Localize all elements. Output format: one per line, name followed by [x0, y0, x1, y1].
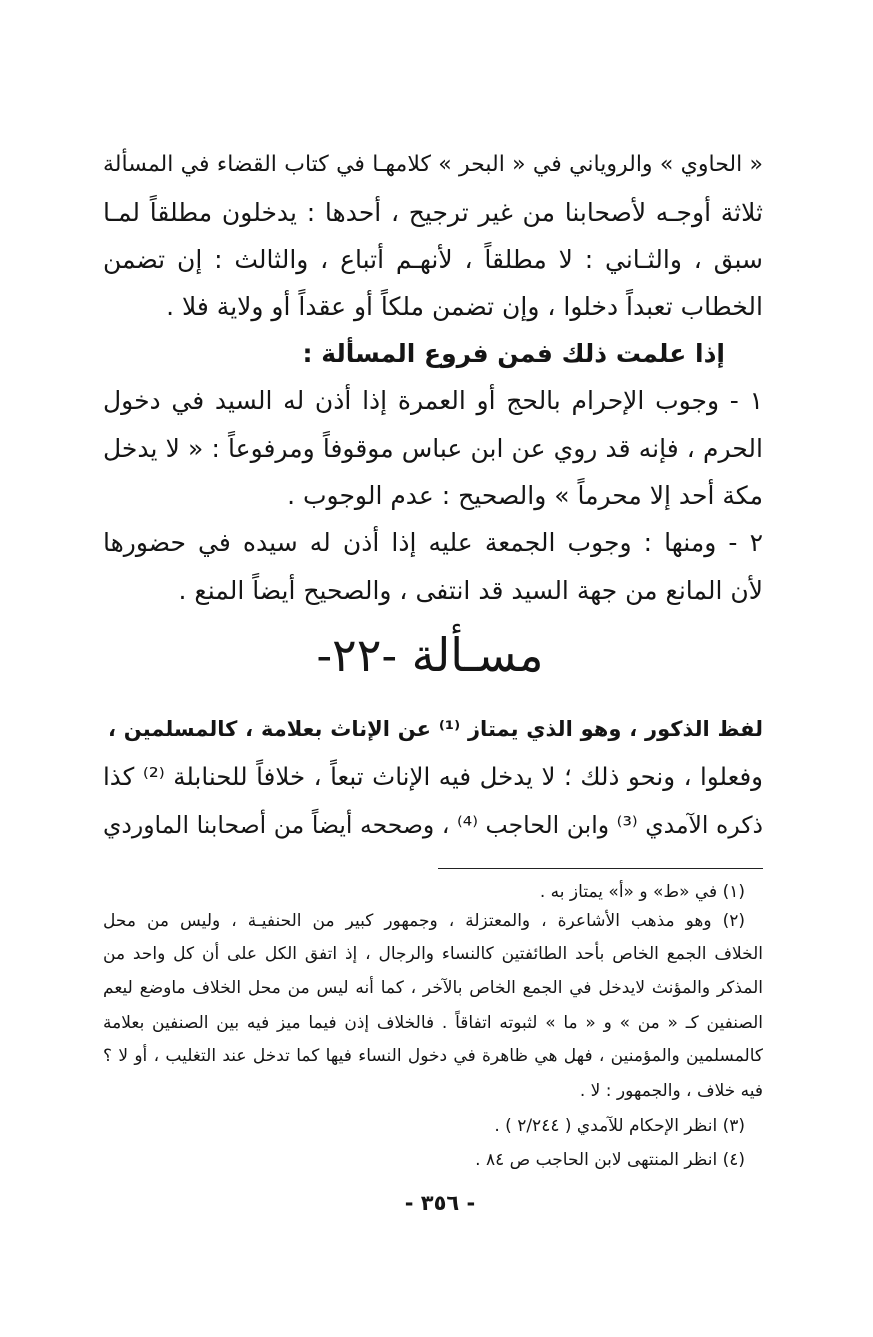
body-line: الحرم ، فإنه قد روي عن ابن عباس موقوفاً ومرفوعاً : « لا يدخل: [103, 434, 763, 463]
body-line: ٢ - ومنها : وجوب الجمعة عليه إذا أذن له سيده في حضورها: [103, 528, 763, 557]
body-line: ثلاثة أوجـه لأصحابنا من غير ترجيح ، أحدها : يدخلون مطلقاً لمـا: [103, 198, 763, 227]
footnote-line: الصنفين كـ « من » و « ما » لثبوته اتفاقاً . فالخلاف إذن فيما ميز فيه بين الصنفين بعلامة: [103, 1013, 763, 1033]
body-line: لأن المانع من جهة السيد قد انتفى ، والصحيح أيضاً المنع .: [178, 576, 763, 605]
footnote-line: كالمسلمين والمؤمنين ، فهل هي ظاهرة في دخول النساء فيها كما تدخل عند التغليب ، أو لا ؟: [103, 1046, 763, 1066]
body-line: مكة أحد إلا محرماً » والصحيح : عدم الوجوب .: [287, 481, 763, 510]
body-line: ١ - وجوب الإحرام بالحج أو العمرة إذا أذن له السيد في دخول: [103, 386, 763, 415]
footnote-line: فيه خلاف ، والجمهور : لا .: [579, 1081, 763, 1101]
body-line: لفظ الذكور ، وهو الذي يمتاز ⁽¹⁾ عن الإناث بعلامة ، كالمسلمين ،: [108, 717, 763, 741]
footnote-divider: [438, 868, 763, 869]
body-line: وفعلوا ، ونحو ذلك ؛ لا يدخل فيه الإناث تبعاً ، خلافاً للحنابلة ⁽²⁾ كذا: [103, 762, 763, 791]
body-line: سبق ، والثـاني : لا مطلقاً ، لأنهـم أتباع ، والثالث : إن تضمن: [103, 245, 763, 274]
footnote-line: (٣) انظر الإحكام للآمدي ( ٢/٢٤٤ ) .: [494, 1116, 745, 1136]
footnote-line: (٢) وهو مذهب الأشاعرة ، والمعتزلة ، وجمهور كبير من الحنفيـة ، وليس من محل: [103, 911, 745, 931]
page-number: - ٣٥٦ -: [404, 1191, 476, 1215]
footnote-line: الخلاف الجمع الخاص بأحد الطائفتين كالنساء والرجال ، إذ اتفق الكل على أن كل واحد من: [103, 944, 763, 964]
footnote-line: (١) في «ط» و «أ» يمتاز به .: [539, 882, 745, 902]
body-line: الخطاب تعبداً دخلوا ، وإن تضمن ملكاً أو عقداً أو ولاية فلا .: [166, 292, 763, 321]
footnote-line: (٤) انظر المنتهى لابن الحاجب ص ٨٤ .: [475, 1150, 745, 1170]
body-line: « الحاوي » والروياني في « البحر » كلامهـا في كتاب القضاء في المسألة: [103, 152, 763, 177]
branches-intro: إذا علمت ذلك فمن فروع المسألة :: [302, 339, 725, 368]
section-heading: مسـألة -٢٢-: [316, 628, 544, 682]
body-line: ذكره الآمدي ⁽³⁾ وابن الحاجب ⁽⁴⁾ ، وصححه أيضاً من أصحابنا الماوردي: [103, 811, 763, 839]
footnote-line: المذكر والمؤنث لايدخل في الجمع الخاص بالآخر ، كما أنه ليس من محل الخلاف ماوضع ليعم: [103, 978, 763, 998]
